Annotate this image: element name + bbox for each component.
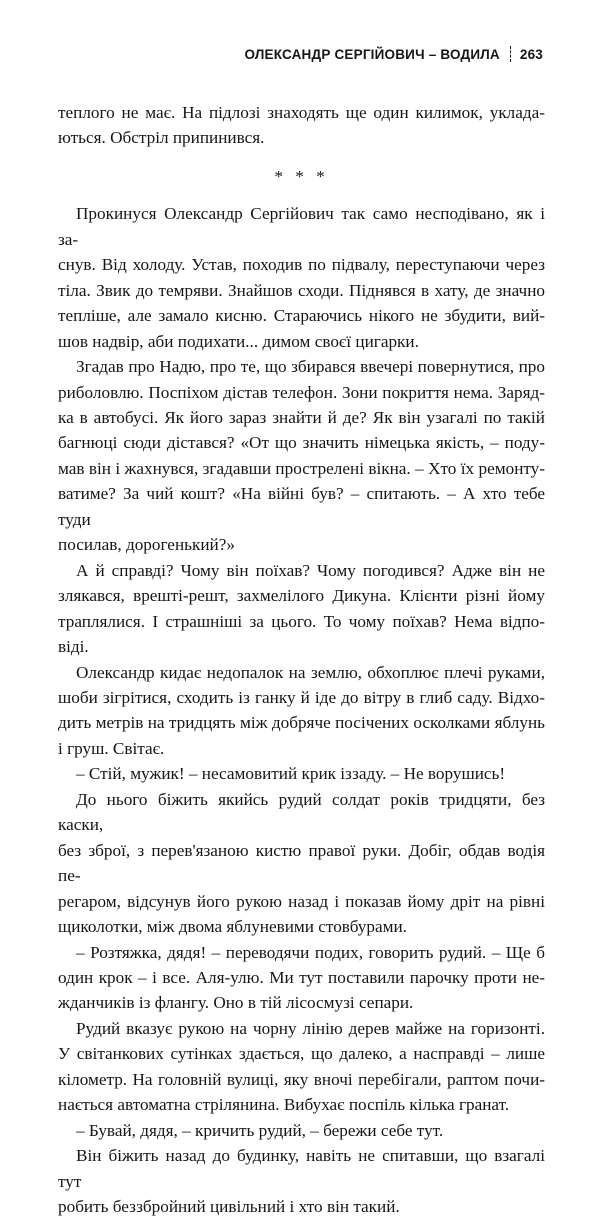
text-line: траплялися. І страшніші за цього. То чому поїхав? Нема відпо- <box>58 611 545 631</box>
text-line: Згадав про Надю, про те, що збирався ввечері повернутися, про <box>76 357 545 377</box>
text-line: мав він і жахнувся, згадавши прострелені вікна. – Хто їх ремонту- <box>58 458 545 478</box>
text-line: дить метрів на тридцять між добряче посічених осколками яблунь <box>58 713 545 733</box>
text-line: ватиме? За чий кошт? «На війні був? – спитають. – А хто тебе туди <box>58 484 545 529</box>
page-number: 263 <box>519 46 543 62</box>
text-line: А й справді? Чому він поїхав? Чому погодився? Адже він не <box>76 560 545 580</box>
text-line: тіла. Звик до темряви. Знайшов сходи. Піднявся в хату, де значно <box>58 280 545 300</box>
text-line: і груш. Світає. <box>58 738 165 758</box>
text-line: У світанкових сутінках здається, що далеко, а насправді – лише <box>58 1044 545 1064</box>
text-line: теплого не має. На підлозі знаходять ще один килимок, уклада- <box>58 103 545 122</box>
text-line: снув. Від холоду. Устав, походив по підвалу, переступаючи через <box>58 255 545 275</box>
text-line: жданчиків із флангу. Оно в тій лісосмузі сепари. <box>58 993 414 1013</box>
text-line: шоби зігрітися, сходить із ганку й іде до вітру в глиб саду. Відхо- <box>58 687 545 707</box>
text-line: шов надвір, аби подихати... димом своєї цигарки. <box>58 331 419 351</box>
text-line: один крок – і все. Аля-улю. Ми тут поставили парочку проти не- <box>58 967 545 987</box>
text-line: – Розтяжка, дядя! – переводячи подих, говорить рудий. – Ще б <box>76 942 545 962</box>
text-line: Рудий вказує рукою на чорну лінію дерев майже на горизонті. <box>76 1018 545 1038</box>
text-line: – Бувай, дядя, – кричить рудий, – бережи себе тут. <box>76 1120 444 1140</box>
text-line: багнюці сюди дістався? «От що значить німецька якість, – поду- <box>58 433 545 453</box>
text-line: робить беззбройний цивільний і хто він такий. <box>58 1197 400 1217</box>
text-line: ка в автобусі. Як його зараз знайти й де? Як він узагалі по такій <box>58 407 545 427</box>
text-line: Олександр кидає недопалок на землю, обхоплює плечі руками, <box>76 662 545 682</box>
text-line: До нього біжить якийсь рудий солдат років тридцяти, без каски, <box>58 789 545 835</box>
running-title: ОЛЕКСАНДР СЕРГІЙОВИЧ – ВОДИЛА <box>244 46 500 62</box>
text-line: Прокинуся Олександр Сергійович так само несподівано, як і за- <box>58 204 545 249</box>
text-line: риболовлю. Поспіхом дістав телефон. Зони покриття нема. Заряд- <box>58 382 545 402</box>
running-header <box>244 44 543 64</box>
text-line: віді. <box>58 637 89 657</box>
text-line: без зброї, з перев'язаною кистю правої руки. Добіг, обдав водія пе- <box>58 840 545 886</box>
body-text <box>58 100 545 1219</box>
text-line: ються. Обстріл припинився. <box>58 128 265 148</box>
text-line: злякався, врешті-решт, захмелілого Дикуна. Клієнти різні йому <box>58 586 545 606</box>
text-line: щиколотки, між двома яблуневими стовбурами. <box>58 917 407 937</box>
text-line: кілометр. На головній вулиці, яку вночі перебігали, раптом почи- <box>58 1069 545 1089</box>
text-line: регаром, відсунув його рукою назад і показав йому дріт на рівні <box>58 891 545 911</box>
text-line: посилав, дорогенький?» <box>58 535 235 555</box>
text-line: – Стій, мужик! – несамовитий крик іззаду. – Не ворушись! <box>76 764 506 784</box>
header-separator <box>510 46 511 62</box>
section-break: * * * <box>274 166 329 186</box>
text-line: нається автоматна стрілянина. Вибухає поспіль кілька гранат. <box>58 1095 510 1115</box>
text-line: тепліше, але замало кисню. Стараючись нікого не збудити, вий- <box>58 306 545 326</box>
text-line: Він біжить назад до будинку, навіть не спитавши, що взагалі тут <box>58 1146 545 1191</box>
